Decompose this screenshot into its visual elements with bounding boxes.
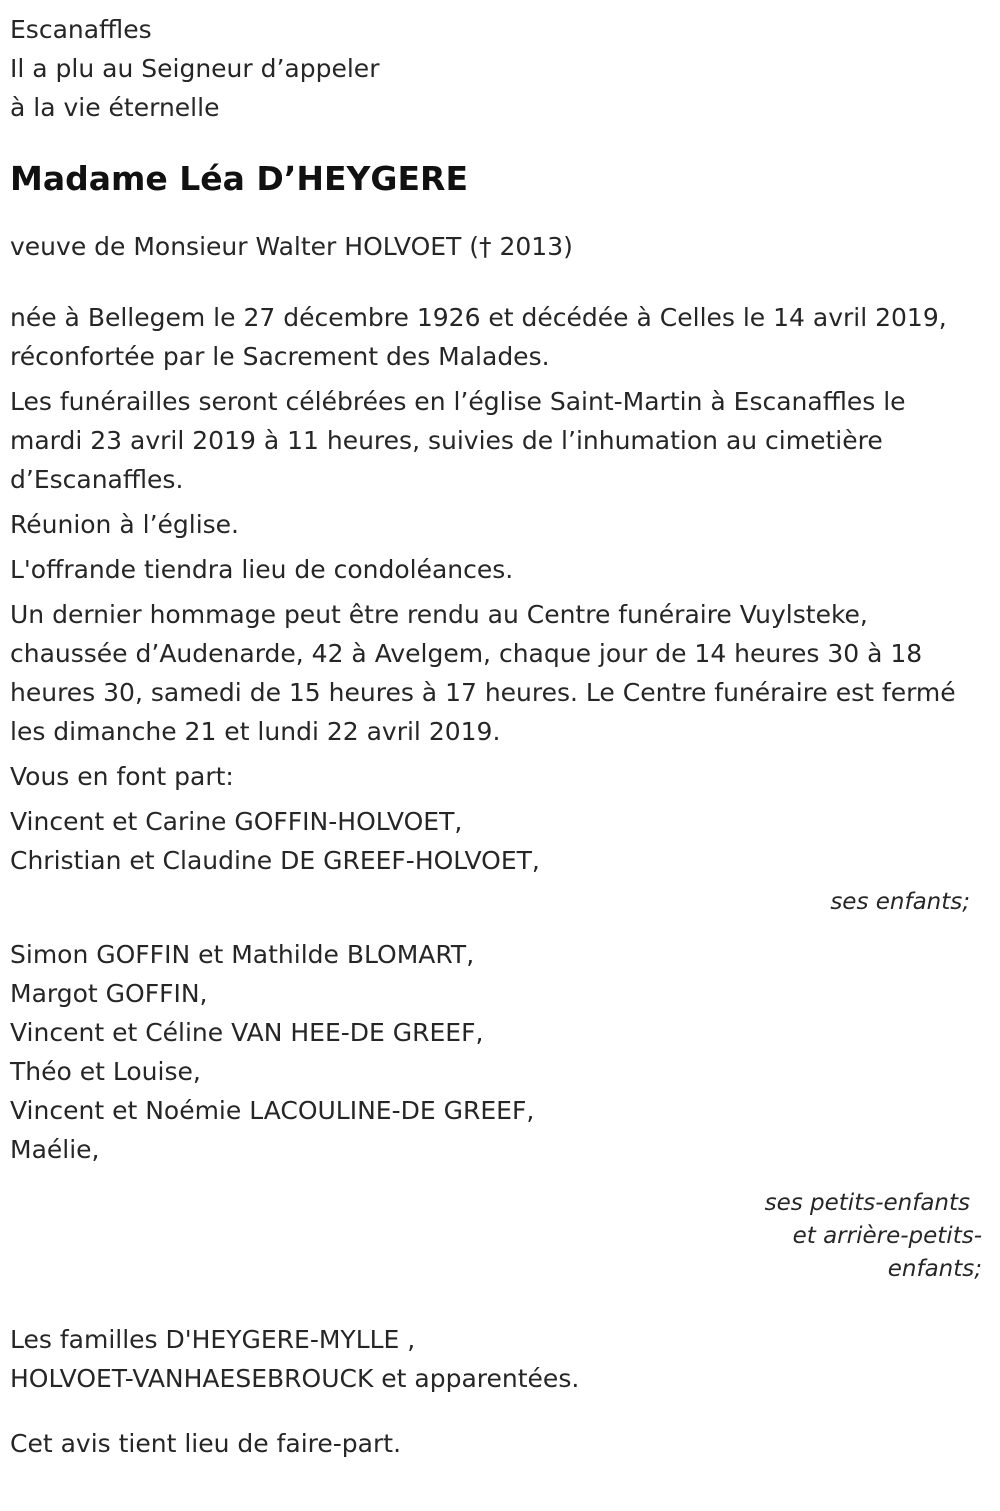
grandchildren-role-line-2: et arrière-petits- bbox=[792, 1223, 982, 1249]
funeral-paragraph: Les funérailles seront célébrées en l’église Saint-Martin à Escanaffles le mardi 23 avril 2019 à 11 heures, suivies de l’inhumation au cimetière d’Escanaffles. bbox=[10, 387, 906, 494]
grandchild-line: Théo et Louise, bbox=[10, 1057, 201, 1086]
footer-line: Cet avis tient lieu de faire-part. bbox=[10, 1429, 402, 1458]
families-group bbox=[10, 1320, 982, 1398]
grandchildren-group bbox=[10, 935, 982, 1286]
spacer bbox=[10, 1398, 982, 1424]
hommage-paragraph: Un dernier hommage peut être rendu au Centre funéraire Vuylsteke, chaussée d’Audenarde, 42 à Avelgem, chaque jour de 14 heures 30 à 18 heures 30, samedi de 15 heures à 17 heures. Le Centre funéraire est fermé les dimanche 21 et lundi 22 avril 2019. bbox=[10, 600, 956, 746]
family-line: HOLVOET-VANHAESEBROUCK et apparentées. bbox=[10, 1364, 580, 1393]
spacer bbox=[10, 919, 982, 935]
intro-line-2: à la vie éternelle bbox=[10, 93, 220, 122]
spouse-line: veuve de Monsieur Walter HOLVOET († 2013) bbox=[10, 232, 573, 261]
reunion-paragraph: Réunion à l’église. bbox=[10, 510, 240, 539]
children-role-label: ses enfants; bbox=[830, 889, 970, 915]
grandchild-line: Vincent et Noémie LACOULINE-DE GREEF, bbox=[10, 1096, 535, 1125]
child-line: Christian et Claudine DE GREEF-HOLVOET, bbox=[10, 846, 540, 875]
spacer bbox=[10, 1286, 982, 1320]
family-line: Les familles D'HEYGERE-MYLLE , bbox=[10, 1325, 416, 1354]
children-group bbox=[10, 802, 982, 919]
locality-line: Escanaffles bbox=[10, 15, 152, 44]
grandchild-line: Simon GOFFIN et Mathilde BLOMART, bbox=[10, 940, 475, 969]
intro-line-1: Il a plu au Seigneur d’appeler bbox=[10, 54, 380, 83]
spacer bbox=[10, 211, 982, 227]
birth-death-paragraph: née à Bellegem le 27 décembre 1926 et décédée à Celles le 14 avril 2019, réconfortée par le Sacrement des Malades. bbox=[10, 303, 947, 371]
grandchild-line: Vincent et Céline VAN HEE-DE GREEF, bbox=[10, 1018, 484, 1047]
grandchild-line: Maélie, bbox=[10, 1135, 100, 1164]
deceased-name: Madame Léa D’HEYGERE bbox=[10, 159, 468, 198]
child-line: Vincent et Carine GOFFIN-HOLVOET, bbox=[10, 807, 463, 836]
announce-paragraph: Vous en font part: bbox=[10, 762, 234, 791]
grandchildren-role-line-3: enfants; bbox=[887, 1256, 982, 1282]
grandchild-line: Margot GOFFIN, bbox=[10, 979, 208, 1008]
grandchildren-role-line-1: ses petits-enfants bbox=[764, 1190, 970, 1216]
spacer bbox=[10, 272, 982, 298]
offrande-paragraph: L'offrande tiendra lieu de condoléances. bbox=[10, 555, 514, 584]
